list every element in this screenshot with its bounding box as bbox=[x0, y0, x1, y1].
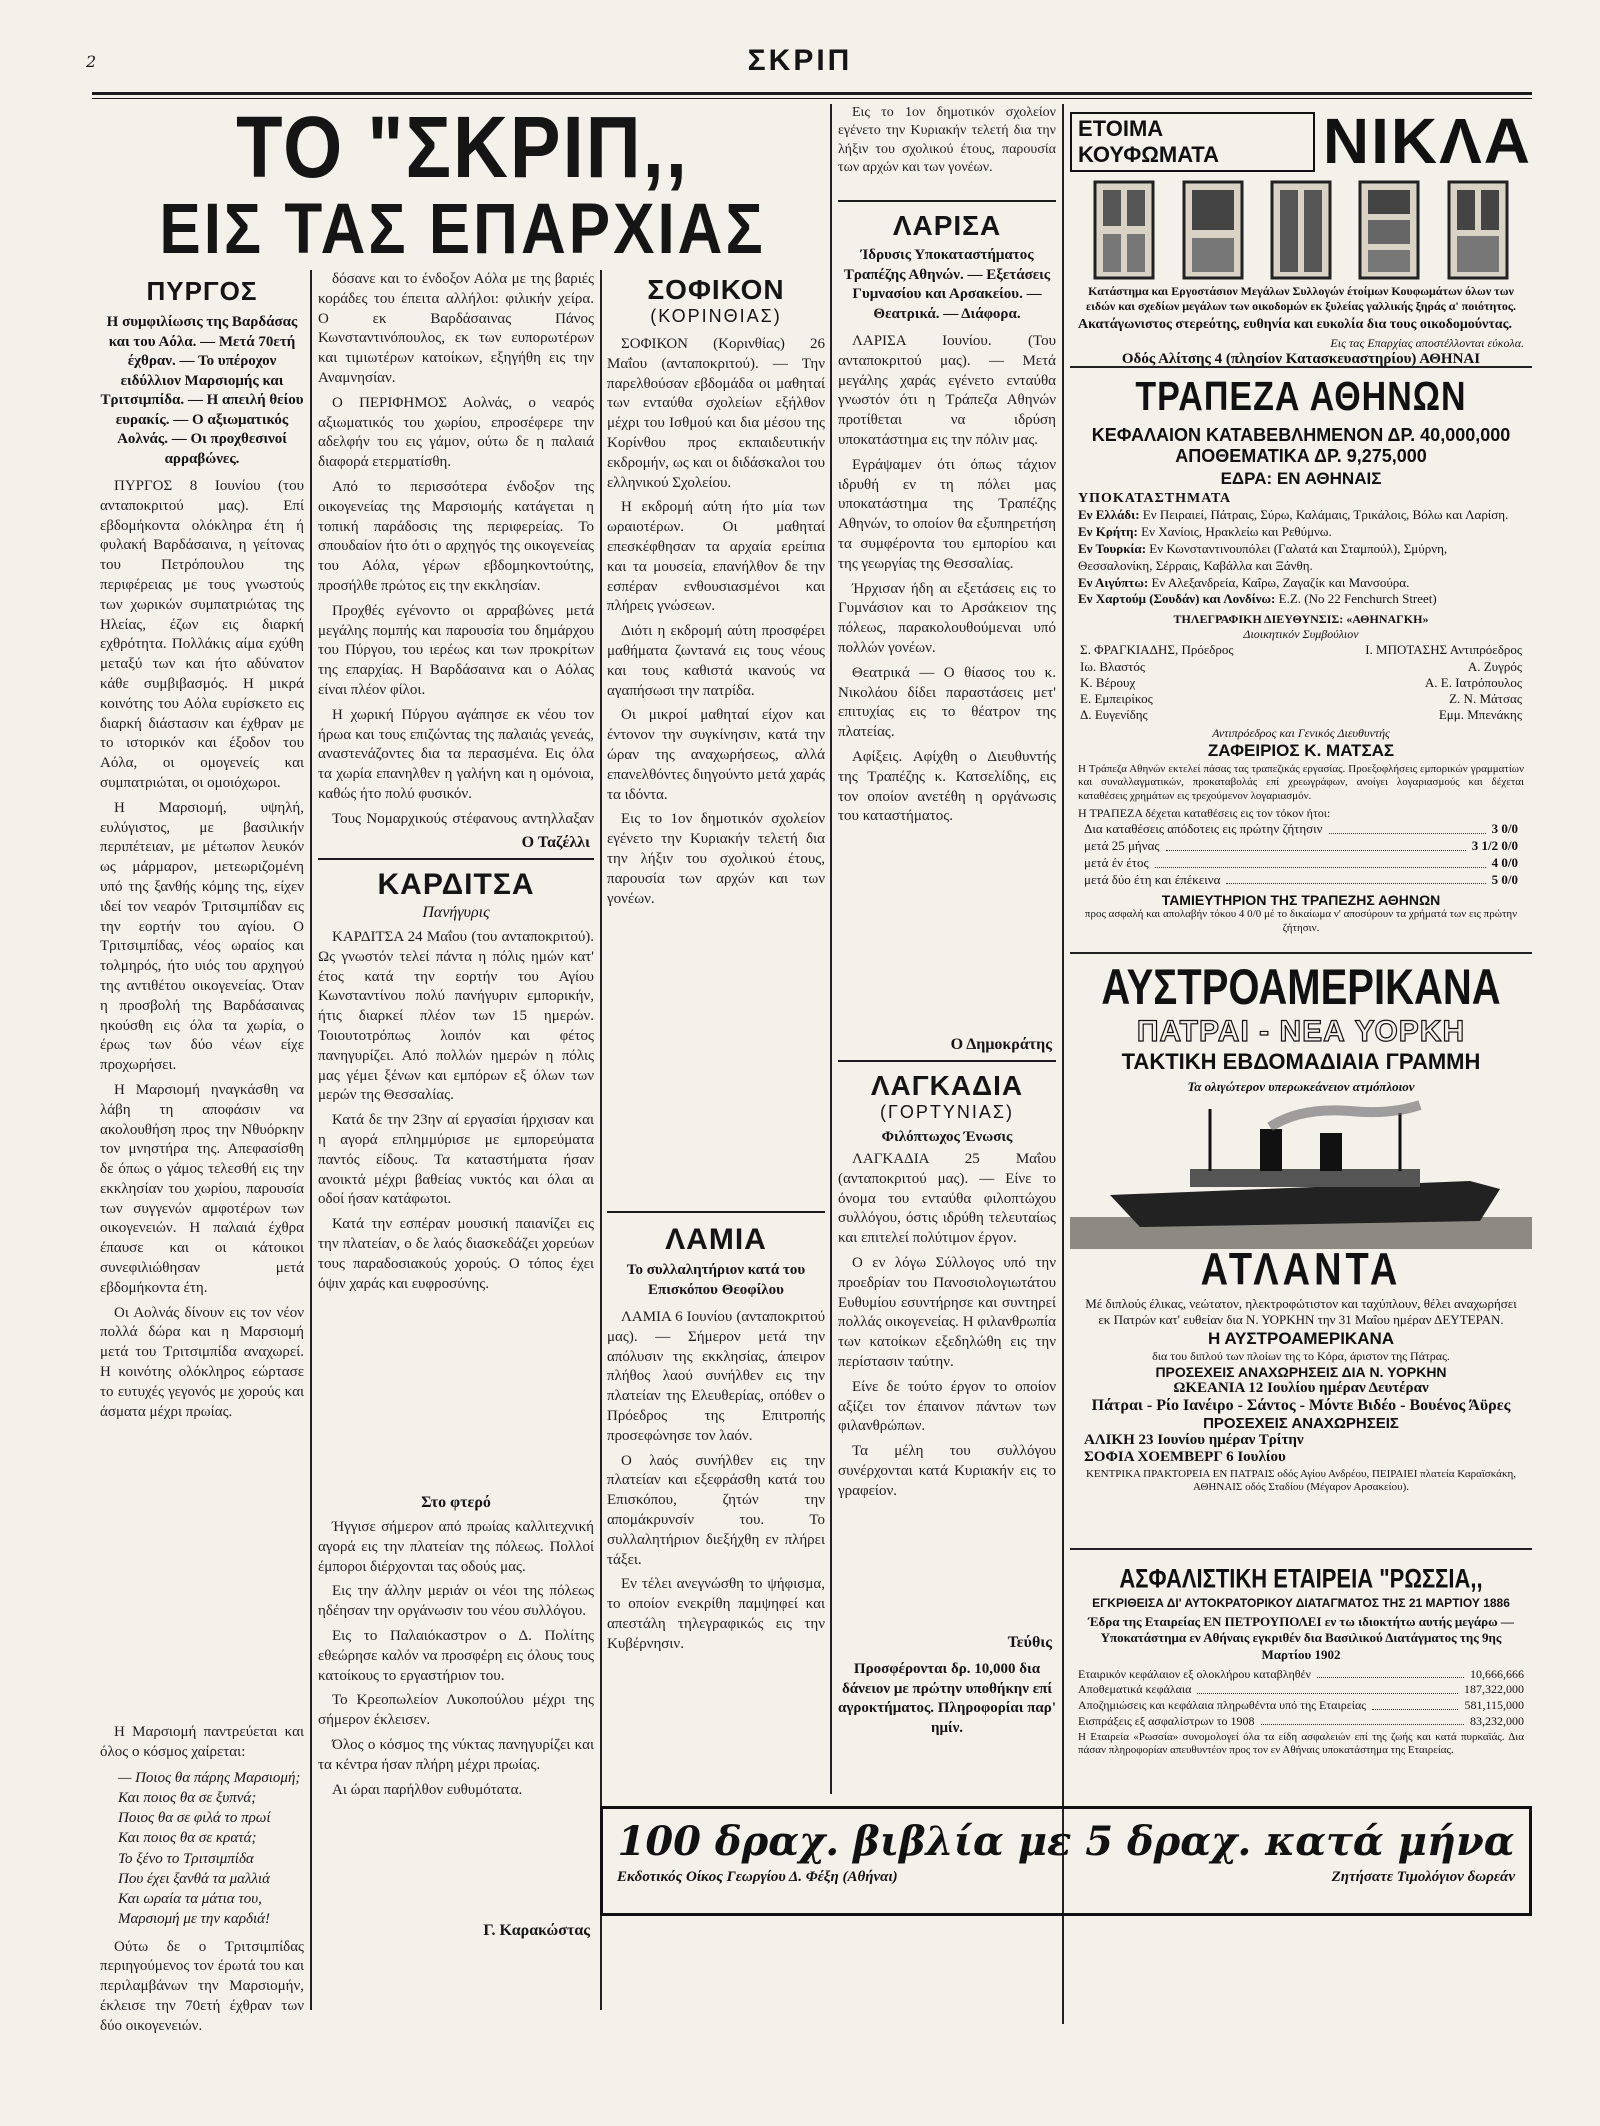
bank-savings-note: προς ασφαλή και απολαβήν τόκου 4 0/0 μέ το δικαίωμα ν' αποσύρουν τα χρήματά των εις πρώτην ζήτησιν. bbox=[1084, 908, 1518, 934]
lagkadia-subhead: Φιλόπτωχος Ένωσις bbox=[881, 1129, 1013, 1145]
lagkadia-body bbox=[838, 1150, 1056, 1630]
karditsa-body bbox=[318, 928, 594, 1488]
austro-ad bbox=[1070, 960, 1532, 1550]
bank-savings: ΤΑΜΙΕΥΤΗΡΙΟΝ ΤΗΣ ΤΡΑΠΕΖΗΣ ΑΘΗΝΩΝ bbox=[1161, 892, 1441, 909]
pyrgos-body bbox=[100, 477, 304, 1717]
section-divider bbox=[838, 200, 1056, 202]
deposit-row: μετά έν έτος 4 0/0 bbox=[1084, 854, 1518, 870]
austro-alice: ΑΛΙΚΗ 23 Ιουνίου ημέραν Τρίτην bbox=[1084, 1431, 1304, 1448]
pyrgos-column bbox=[100, 270, 304, 2034]
paragraph: Όλος ο κόσμος της νύκτας πανηγυρίζει και τα κέντρα ήσαν πλήρη μέχρι πρωίας. bbox=[318, 1736, 594, 1773]
paragraph: Τα μέλη του συλλόγου συνέρχονται κατά Κυριακήν εις το γραφείον. bbox=[838, 1443, 1056, 1499]
paragraph: Αφίξεις. Αφίχθη ο Διευθυντής της Τραπέζης κ. Κατσελίδης, εις τον οποίον ανετέθη η οργάνωσις του καταστήματος. bbox=[838, 748, 1056, 825]
bank-board-title: Διοικητικόν Συμβούλιον bbox=[1243, 627, 1359, 642]
paragraph: Το Κρεοπωλείον Λυκοπούλου μέχρι της σήμερον έκλεισεν. bbox=[318, 1692, 594, 1729]
section-divider bbox=[318, 858, 594, 860]
larisa-lead: Ίδρυσις Υποκαταστήματος Τραπέζης Αθηνών. — Εξετάσεις Γυμνασίου και Αρσακείου. — Θεατρικά. — Διάφορα. bbox=[843, 247, 1051, 322]
paragraph: Ο λαός συνήλθεν εις την πλατείαν και εξεφράσθη κατά του Επισκόπου, ζητών την απομάκρυνσίν του. Το συλλαλητήριον διεξήχθη εν πλήρει τάξει. bbox=[607, 1452, 825, 1568]
paragraph: Εις το 1ον δημοτικόν σχολείον εγένετο την Κυριακήν τελετή δια την λήξιν του σχολικού έτους, παρουσία των αρχών και των γονέων. bbox=[838, 105, 1056, 176]
nikla-prefix: ΕΤΟΙΜΑ ΚΟΥΦΩΜΑΤΑ bbox=[1070, 112, 1315, 172]
austro-title: ΑΥΣΤΡΟΑΜΕΡΙΚΑΝΑ bbox=[1101, 960, 1501, 1016]
paragraph: Θεατρικά — Ο θίασος του κ. Νικολάου δίδει παραστάσεις μετ' επιτυχίας εις το θέατρον της πλατείας. bbox=[838, 664, 1056, 741]
rossia-row: Αποζημιώσεις και κεφάλαια πληρωθέντα υπό της Εταιρείας 581,115,000 bbox=[1078, 1697, 1524, 1712]
paragraph: Η Μαρσιομή, υψηλή, ευλύγιστος, με βασιλικήν περιπέτειαν, με μέτωπον λευκόν ως μάρμαρον, μετεωριζομένη υπό της ξανθής κόμης της, είχεν ιδεί τον νεαρόν Τριτσιμπίδαν εις την εορτήν του αγίου. Ο Τριτσιμπίδας, νέος ωραίος και τολμηρός, ήτο υιός του αρχηγού της αντιθέτου οικογενείας. Όταν η προσβολή της Βαρδάσαινας ηκούσθη εις όλα τα χωρία, ο έρως των δύο νέων είχε προχωρήσει. bbox=[100, 799, 304, 1074]
page-number: 2 bbox=[86, 52, 97, 71]
rossia-row: Αποθεματικά κεφάλαια 187,322,000 bbox=[1078, 1682, 1524, 1697]
branch-row: Εν Χαρτούμ (Σουδάν) και Λονδίνω: Ε.Ζ. (No 22 Fenchurch Street) bbox=[1078, 591, 1437, 607]
poem-line: Και ποιος θα σε ξυπνά; bbox=[118, 1789, 257, 1806]
paragraph: ΛΑΓΚΑΔΙΑ 25 Μαΐου (ανταποκριτού μας). — Είνε το όνομα του ενταύθα φιλοπτώχου συλλόγου, όστις ιδρύθη τελευταίως και επιτελεί πολύτιμον έργον. bbox=[838, 1151, 1056, 1247]
section-divider bbox=[607, 1211, 825, 1213]
paragraph: Ο ΠΕΡΙΦΗΜΟΣ Αολνάς, ο νεαρός αξιωματικός του χωρίου, επροσέφερε την αδελφήν του εις γάμον, ούτω δε η παλαιά διαφορά ετερματίσθη. bbox=[318, 394, 594, 471]
paragraph: ΣΟΦΙΚΟΝ (Κορινθίας) 26 Μαΐου (ανταποκριτού). — Την παρελθούσαν εβδομάδα οι μαθηταί των ενταύθα σχολείων εξήλθον μέχρι του Ισθμού και δια μέσου της Κορίνθου προς εκπαιδευτικήν εκδρομήν, ως και οι διδάσκαλοι του ελληνικού Σχολείου. bbox=[607, 336, 825, 491]
paragraph: ΠΥΡΓΟΣ 8 Ιουνίου (του ανταποκριτού μας). Επί εβδομήκοντα ολόκληρα έτη ή φυλακή Βαρδάσαινα, η γείτονας του Πετρόπουλου της περιφέρειας με τους γνωστούς των χωρικών συμπατριώτας της Ηλείας, έζων εις διαρκή εχθρότητα. Πολλάκις αίμα εχύθη μεταξύ των και ήτο αδύνατον κάθε συμβιβασμός. Η μικρά κοινότης του Αόλα ευρίσκετο εις διαρκή διάστασιν και έχθραν με το ιστορικόν και έξοδον του Αόλα, οι ομογενείς και συμπατριώται, οι ομοιόχωροι. bbox=[100, 478, 304, 791]
austro-route: ΠΑΤΡΑΙ - ΝΕΑ ΥΟΡΚΗ bbox=[1136, 1015, 1466, 1048]
austro-sub: Τα ολιγώτερον υπερωκεάνειον ατμόπλοιον bbox=[1187, 1079, 1415, 1094]
bank-branches bbox=[1070, 507, 1532, 608]
books-catalog: Ζητήσατε Τιμολόγιον δωρεάν bbox=[1331, 1869, 1515, 1885]
karditsa-body-2 bbox=[318, 1518, 594, 1918]
poem-line: Ποιος θα σε φιλά το πρωί bbox=[118, 1810, 271, 1827]
austro-sofia: ΣΟΦΙΑ ΧΟΕΜΒΕΡΓ 6 Ιουλίου bbox=[1084, 1448, 1286, 1465]
nikla-address: Οδός Αλίτσης 4 (πλησίον Κατασκευαστηρίου) ΑΘΗΝΑΙ bbox=[1121, 350, 1481, 367]
loan-notice: Προσφέρονται δρ. 10,000 δια δάνειον με πρώτην υποθήκην επί αγροκτήματος. Πληροφορίαι παρ' ημίν. bbox=[838, 1661, 1056, 1736]
larisa-title: ΛΑΡΙΣΑ bbox=[892, 210, 1002, 241]
rossia-title: ΑΣΦΑΛΙΣΤΙΚΗ ΕΤΑΙΡΕΙΑ "ΡΩΣΣΙΑ,, bbox=[1119, 1563, 1483, 1594]
paragraph: Εις την άλλην μεριάν οι νέοι της πόλεως ηδέησαν την οργάνωσιν του νέου συλλόγου. bbox=[318, 1583, 594, 1620]
nikla-note: Εις τας Επαρχίας αποστέλλονται εύκολα. bbox=[1330, 335, 1524, 350]
paragraph: δόσανε και το ένδοξον Αόλα με της βαριές κοράδες του έπειτα αλλήλοι: φιλικήν χείρα. Ο εκ Βαρδάσαινας Πάνος Κωνσταντινόπουλος, εκ των ευπορωτέρων και τιμιωτέρων κατοίκων, εξηγήθη εις την Αναμνησίαν. bbox=[318, 271, 594, 386]
board-row: Σ. ΦΡΑΓΚΙΑΔΗΣ, Πρόεδρος Ι. ΜΠΟΤΑΣΗΣ Αντιπρόεδρος bbox=[1080, 642, 1522, 658]
austro-line: ΤΑΚΤΙΚΗ ΕΒΔΟΜΑΔΙΑΙΑ ΓΡΑΜΜΗ bbox=[1121, 1049, 1481, 1074]
masthead-rule bbox=[92, 92, 1532, 95]
bank-deposits bbox=[1070, 821, 1532, 889]
headline-line-1: ΤΟ "ΣΚΡΙΠ,, bbox=[236, 98, 689, 197]
karditsa-subtitle: Πανήγυρις bbox=[422, 904, 490, 921]
austro-body: Μέ διπλούς έλικας, νεώτατον, ηλεκτροφώτιστον και ταχύπλουν, θέλει αναχωρήσει εκ Πατρών κατ' ευθείαν δια Ν. ΥΟΡΚΗΝ την 31 Μαΐου ημέραν ΔΕΥΤΕΡΑΝ. bbox=[1085, 1296, 1517, 1328]
bank-director-role: Αντιπρόεδρος και Γενικός Διευθυντής bbox=[1212, 725, 1390, 740]
paragraph: Η χωρική Πύργου αγάπησε εκ νέου τον ήρωα και τους επιζώντας της παλαιάς γενεάς, αναστενάζοντες δια τα περασμένα. Εις όλα τα χωρία επανηλθεν η γαλήνη και η ομόνοια, καθώς ήτο πολύ φυσικόν. bbox=[318, 706, 594, 802]
karditsa-title: ΚΑΡΔΙΤΣΑ bbox=[377, 868, 535, 901]
door-icon bbox=[1182, 180, 1244, 280]
larisa-signature: Ο Δημοκράτης bbox=[950, 1036, 1052, 1053]
poem-line: — Ποιος θα πάρης Μαρσιομή; bbox=[118, 1769, 301, 1786]
board-row: Ε. Εμπειρίκος Ζ. Ν. Μάτσας bbox=[1080, 691, 1522, 707]
pyrgos-closing bbox=[100, 1938, 304, 2042]
deposit-row: μετά 25 μήνας 3 1/2 0/0 bbox=[1084, 837, 1518, 853]
books-main: 100 δραχ. βιβλία με 5 δραχ. κατά μήνα bbox=[617, 1818, 1515, 1865]
bank-branches-title: ΥΠΟΚΑΤΑΣΤΗΜΑΤΑ bbox=[1078, 491, 1232, 506]
austro-prox-2: ΠΡΟΣΕΧΕΙΣ ΑΝΑΧΩΡΗΣΕΙΣ bbox=[1203, 1414, 1399, 1432]
pyrgos-poem-intro bbox=[100, 1723, 304, 1768]
bank-seat: ΕΔΡΑ: ΕΝ ΑΘΗΝΑΙΣ bbox=[1220, 469, 1382, 488]
rossia-tail: Η Εταιρεία «Ρωσσία» συνομολογεί όλα τα είδη ασφαλειών επί της ζωής και κατά πυρκαϊάς. Δια πάσαν πληροφορίαν απευθυντέον προς τον εν Αθήναις υποκατάστημα της Εταιρείας. bbox=[1078, 1731, 1524, 1757]
paragraph: ΚΑΡΔΙΤΣΑ 24 Μαΐου (του ανταποκριτού). Ως γνωστόν τελεί πάντα η πόλις ημών κατ' έτος κατά την εορτήν του Αγίου Κωνσταντίνου πολύ πανήγυριν εμπορικήν, ήτις διαρκεί πλέον των 15 ημερών. Τοιουτοτρόπως λοιπόν και φέτος πανηγυρίζει. Από πολλών ημερών η πόλις μας γέμει ξένων και εμπόρων εξ όλων των μερών της Θεσσαλίας. bbox=[318, 929, 594, 1104]
board-row: Κ. Βέρουχ Α. Ε. Ιατρόπουλος bbox=[1080, 674, 1522, 690]
paragraph: Οι Αολνάς δίνουν εις τον νέον πολλά δώρα και η Μαρσιομή μετά του Τριτσιμπίδα αναχωρεί. Η κοινότης ολόκληρος εώρτασε το ευτυχές γεγονός με χορούς και άσματα μέχρι πρωίας. bbox=[100, 1304, 304, 1420]
column-rule bbox=[600, 270, 602, 2010]
paragraph: Ο εν λόγω Σύλλογος υπό την προεδρίαν του Πανοσιολογιωτάτου Ευθυμίου εσυντήρησε και συντηρεί πολλάς οικογενείας. Η φιλανθρωπία των κατοίκων εξεδηλώθη εις την περίστασιν ταύτην. bbox=[838, 1254, 1056, 1370]
poem-line: Το ξένο το Τριτσιμπίδα bbox=[118, 1850, 254, 1867]
door-illustrations bbox=[1080, 180, 1522, 280]
paragraph: Η Μαρσιομή παντρεύεται και όλος ο κόσμος χαίρεται: bbox=[100, 1724, 304, 1760]
branch-row: Εν Ελλάδι: Εν Πειραιεί, Πάτραις, Σύρω, Καλάμαις, Τρικάλοις, Βόλω και Λαρίση. bbox=[1078, 507, 1509, 522]
deposit-row: μετά δύο έτη και έπέκεινα 5 0/0 bbox=[1084, 871, 1518, 887]
continued-signature: Ο Ταζέλλι bbox=[521, 834, 590, 851]
nikla-ad bbox=[1070, 105, 1532, 368]
rossia-row: Εισπράξεις εξ ασφαλίστρων το 1908 83,232,000 bbox=[1078, 1713, 1524, 1728]
bank-capital: ΚΕΦΑΛΑΙΟΝ ΚΑΤΑΒΕΒΛΗΜΕΝΟΝ ΔΡ. 40,000,000 bbox=[1091, 425, 1511, 445]
nikla-tagline: Ακατάγωνιστος στερεότης, ευθηνία και ευκολία δια τους οικοδομούντας. bbox=[1078, 317, 1512, 332]
paragraph: Τους Νομαρχικούς στέφανους αντηλλαξαν bbox=[332, 810, 594, 827]
section-divider bbox=[838, 1060, 1056, 1062]
paragraph: Κατά δε την 23ην αί εργασίαι ήρχισαν και η αγορά επλημμύρισε με εμπορεύματα παντός είδους. Τα καταστήματα ήσαν ανοικτά μέχρι βαθείας νυκτός και όλαι αι οδοί ήσαν κατάφωτοι. bbox=[318, 1112, 594, 1208]
rossia-sub: ΕΓΚΡΙΘΕΙΣΑ ΔΙ' ΑΥΤΟΚΡΑΤΟΡΙΚΟΥ ΔΙΑΤΑΓΜΑΤΟΣ ΤΗΣ 21 ΜΑΡΤΙΟΥ 1886 bbox=[1092, 1596, 1510, 1610]
rossia-seat: Έδρα της Εταιρείας ΕΝ ΠΕΤΡΟΥΠΟΛΕΙ εν τω ιδιοκτήτω αυτής μεγάρω — Υποκατάστημα εν Αθήναις εγκριθέν δια Βασιλικού Διατάγματος της 9ης Μαρτίου 1902 bbox=[1088, 1614, 1514, 1662]
continued-body bbox=[318, 270, 594, 830]
ship-hull bbox=[1110, 1181, 1500, 1227]
column-4 bbox=[838, 104, 1056, 1794]
bank-director: ΖΑΦΕΙΡΙΟΣ Κ. ΜΑΤΣΑΣ bbox=[1207, 740, 1395, 760]
rossia-row: Εταιρικόν κεφάλαιον εξ ολοκλήρου καταβληθέν 10,666,666 bbox=[1078, 1666, 1524, 1681]
paragraph: Η Μαρσιομή ηναγκάσθη να λάβη τη αποφάσιν να ακολουθήση προς την Νθυόρκην τον μνηστήρα της. Απεφασίσθη δε όπως ο γάμος τελεσθή εις την εκκλησίαν του χωρίου, παρουσία των συγγενών αμφοτέρων των οικογενειών. Η παλαιά έχθρα έπαυσε και οι κάτοικοι συνεφιλιώθησαν μετά εβδομήκοντα έτη. bbox=[100, 1081, 304, 1296]
paragraph: Προχθές εγένοντο οι αρραβώνες μετά μεγάλης πομπής και παρουσία του δημάρχου του Πύργου, του ιερέως και των προκρίτων της επαρχίας. Η Βαρδάσαινα και ο Αόλας είναι πλέον φίλοι. bbox=[318, 602, 594, 698]
column-2 bbox=[318, 270, 594, 2010]
door-icon bbox=[1270, 180, 1332, 280]
bank-reserve: ΑΠΟΘΕΜΑΤΙΚΑ ΔΡ. 9,275,000 bbox=[1175, 446, 1427, 466]
column-rule bbox=[310, 270, 312, 2010]
bank-title: ΤΡΑΠΕΖΑ ΑΘΗΝΩΝ bbox=[1135, 374, 1467, 420]
paragraph: Από το περισσότερα ένδοξον της οικογενείας της Μαρσιομής κατάγεται η τοπική παράδοσις της περιφερείας. Το σπουδαίον ήτο ότι ο αρχηγός της οικογενείας του Αόλα, γέρων εβδομηκοντούτης, προσήλθε πρώτος εις την εκκλησίαν. bbox=[318, 478, 594, 594]
bank-deposits-intro: Η ΤΡΑΠΕΖΑ δέχεται καταθέσεις εις τον τόκον ήτοι: bbox=[1078, 805, 1331, 820]
paragraph: Οι μικροί μαθηταί είχον και έντονον την συγκίνησιν, κατά την ώραν της αναχωρήσεως, αλλά επανελθόντες διηγούντο μετά χαράς τα ιδόντα. bbox=[607, 707, 825, 803]
ship-funnel bbox=[1320, 1133, 1342, 1171]
bank-telegraphic: ΤΗΛΕΓΡΑΦΙΚΗ ΔΙΕΥΘΥΝΣΙΣ: «ΑΘΗΝΑΓΚΗ» bbox=[1173, 612, 1429, 627]
poem-line: Και ωραία τα μάτια του, bbox=[118, 1891, 262, 1908]
column-rule bbox=[1062, 104, 1064, 2024]
pyrgos-title: ΠΥΡΓΟΣ bbox=[146, 276, 258, 306]
karditsa-subhead: Στο φτερό bbox=[421, 1494, 491, 1511]
paragraph: Κατά την εσπέραν μουσική παιανίζει εις την πλατείαν, ο δε λαός διασκεδάζει χορεύων τους παραδοσιακούς χορούς. Ο τόπος έχει όψιν χαράς και ευφροσύνης. bbox=[318, 1216, 594, 1292]
nikla-name: ΝΙΚΛΑ bbox=[1322, 105, 1532, 177]
pyrgos-poem bbox=[100, 1768, 304, 1930]
lagkadia-subtitle: (ΓΟΡΤΥΝΙΑΣ) bbox=[879, 1102, 1015, 1122]
paragraph: Διότι η εκδρομή αύτη προσφέρει μαθήματα ζωντανά εις τους νέους και τους καθιστά ικανούς να αγαπήσωσι την πατρίδα. bbox=[607, 623, 825, 699]
paragraph: Αι ώραι παρήλθον ευθυμότατα. bbox=[332, 1781, 523, 1798]
austro-oceania: ΩΚΕΑΝΙΑ 12 Ιουλίου ημέραν Δευτέραν bbox=[1173, 1379, 1429, 1396]
books-banner bbox=[600, 1806, 1532, 1916]
paragraph: Εις το Παλαιόκαστρον ο Δ. Πολίτης εθεώρησε καλόν να προσφέρη εις όλους τους κατοίκους το εργαστήριον του. bbox=[318, 1627, 594, 1684]
paragraph: Ήγγισε σήμερον από πρωίας καλλιτεχνική αγορά εις την πλατείαν της πόλεως. Πολλοί έμποροι διέρχονται τας οδούς μας. bbox=[318, 1519, 594, 1575]
paragraph: ΛΑΡΙΣΑ Ιουνίου. (Του ανταποκριτού μας). — Μετά μεγάλης χαράς εγένετο ενταύθα γνωστόν ότι η Τράπεζα Αθηνών προτίθεται να ιδρύση υποκατάστημα εις την πόλιν μας. bbox=[838, 333, 1056, 448]
door-icon bbox=[1447, 180, 1509, 280]
paragraph: Εγράψαμεν ότι όπως τάχιον ιδρυθή εν τη πόλει μας υποκατάστημα της Τραπέζης Αθηνών, το οποίον θα εξυπηρετήση τα συμφέροντα του εμπορίου και της γεωργίας της Θεσσαλίας. bbox=[838, 456, 1056, 572]
bank-board bbox=[1070, 642, 1532, 723]
lamia-title: ΛΑΜΙΑ bbox=[665, 1223, 767, 1256]
poem-line: Που έχει ξανθά τα μαλλιά bbox=[118, 1870, 271, 1887]
austro-next-body: δια του διπλού των πλοίων της το Κόρα, άριστον της Πάτρας. bbox=[1152, 1348, 1450, 1363]
rossia-ad bbox=[1070, 1558, 1532, 1798]
paragraph: Εις το 1ον δημοτικόν σχολείον εγένετο την Κυριακήν τελετή δια την λήξιν του σχολικού έτους, παρουσία των αρχών και των γονέων. bbox=[607, 811, 825, 907]
paragraph: Ήρχισαν ήδη αι εξετάσεις εις το Γυμνάσιον και το Αρσάκειον της πόλεως, παρακολουθούμεναι υπό πολλών γονέων. bbox=[838, 580, 1056, 656]
books-publisher: Εκδοτικός Οίκος Γεωργίου Δ. Φέξη (Αθήναι) bbox=[617, 1869, 898, 1885]
column-rule bbox=[830, 104, 832, 1794]
poem-line: Μαρσιομή με την καρδιά! bbox=[118, 1911, 271, 1928]
austro-next: Η ΑΥΣΤΡΟΑΜΕΡΙΚΑΝΑ bbox=[1207, 1328, 1395, 1348]
headline-line-2: ΕΙΣ ΤΑΣ ΕΠΑΡΧΙΑΣ bbox=[159, 189, 766, 270]
karditsa-signature: Γ. Καρακώστας bbox=[483, 1922, 590, 1939]
door-icon bbox=[1093, 180, 1155, 280]
masthead-title: ΣΚΡΙΠ bbox=[747, 44, 853, 77]
branch-row: Εν Κρήτη: Εν Χανίοις, Ηρακλείω και Ρεθύμνω. bbox=[1078, 523, 1332, 539]
column-3 bbox=[607, 270, 825, 1800]
paragraph: Εν τέλει ανεγνώσθη το ψήφισμα, το οποίον ενεκρίθη παμψηφεί και απεστάλη τηλεγραφικώς εις την Κυβέρνησιν. bbox=[607, 1576, 825, 1652]
paragraph: Είνε δε τούτο έργον το οποίον αξίζει τον έπαινον πάντων των φιλανθρώπων. bbox=[838, 1378, 1056, 1435]
nikla-caption: Κατάστημα και Εργοστάσιον Μεγάλων Συλλογών έτοίμων Κουφωμάτων όλων των ειδών και σχεδίων μεγάλων των οικοδομών εκ ξυλείας γαλλικής ξηράς α' ποιότητος. bbox=[1086, 284, 1516, 313]
lamia-body bbox=[607, 1308, 825, 1778]
deposit-row: Δια καταθέσεις απόδοτεις εις πρώτην ζήτησιν 3 0/0 bbox=[1084, 820, 1518, 836]
board-row: Δ. Ευγενίδης Εμμ. Μπενάκης bbox=[1080, 707, 1522, 723]
door-icon bbox=[1358, 180, 1420, 280]
ship-funnel bbox=[1260, 1129, 1282, 1171]
ship-deck bbox=[1190, 1169, 1420, 1187]
smoke bbox=[1270, 1105, 1420, 1127]
austro-agency: ΚΕΝΤΡΙΚΑ ΠΡΑΚΤΟΡΕΙΑ ΕΝ ΠΑΤΡΑΙΣ οδός Αγίου Ανδρέου, ΠΕΙΡΑΙΕΙ πλατεία Καραϊσκάκη, ΑΘΗΝΑΙΣ οδός Σταδίου (Μέγαρον Αρσακείου). bbox=[1085, 1467, 1516, 1493]
poem-line: Και ποιος θα σε κρατά; bbox=[118, 1830, 257, 1847]
lamia-lead: Το συλλαλητήριον κατά του Επισκόπου Θεοφίλου bbox=[626, 1262, 806, 1298]
larisa-body bbox=[838, 332, 1056, 1032]
rossia-rows bbox=[1070, 1667, 1532, 1729]
pyrgos-lead: Η συμφιλίωσις της Βαρδάσας και του Αόλα. — Μετά 70ετή έχθραν. — Το υπέροχον ειδύλλιον Μαρσιομής και Τριτσιμπίδα. — Η απειλή θείου ευρακίς. — Ο αξιωματικός Αολνάς. — Οι προχθεσινοί αρραβώνες. bbox=[100, 314, 304, 467]
branch-row: Εν Τουρκία: Εν Κωνσταντινουπόλει (Γαλατά και Σταμπούλ), Σμύρνη, Θεσσαλονίκη, Σέρραις, Καβάλλα και Ξάνθη. bbox=[1078, 540, 1448, 573]
lagkadia-title: ΛΑΓΚΑΔΙΑ bbox=[870, 1070, 1024, 1101]
board-row: Ιω. Βλαστός Α. Ζυγρός bbox=[1080, 658, 1522, 674]
branch-row: Εν Αιγύπτω: Εν Αλεξανδρεία, Καΐρω, Ζαγαζίκ και Μανσούρα. bbox=[1078, 574, 1410, 590]
bank-body: Η Τράπεζα Αθηνών εκτελεί πάσας τας τραπεζικάς εργασίας. Προεξοφλήσεις εμπορικών γραμματίων και συναλλαγματικών, προκαταβολάς επί χρεωγράφων, ανοίγει λογαριασμούς και δέχεται καταθέσεις χρημάτων εις τρεχούμενον λογαριασμόν. bbox=[1078, 762, 1524, 803]
column-4-top-text bbox=[838, 104, 1056, 194]
bank-ad bbox=[1070, 374, 1532, 954]
paragraph: Ούτω δε ο Τριτσιμπίδας περιηγούμενος τον έρωτά του και περιλαμβάνων την Μαρσιομήν, έκλεισε την 70ετή έχθραν των δύο οικογενειών. bbox=[100, 1938, 304, 2034]
lagkadia-signature: Τεύθις bbox=[1007, 1634, 1052, 1651]
austro-ship: ΑΤΛΑΝΤΑ bbox=[1200, 1244, 1402, 1296]
sofikon-body bbox=[607, 335, 825, 1205]
sofikon-title: ΣΟΦΙΚΟΝ bbox=[647, 274, 785, 305]
sofikon-subtitle: (ΚΟΡΙΝΘΙΑΣ) bbox=[650, 306, 782, 326]
paragraph: Η εκδρομή αύτη ήτο μία των ωραιοτέρων. Οι μαθηταί επεσκέφθησαν τα αρχαία ερείπια και τα μουσεία, επανήλθον δε την εσπέραν ενθουσιασμένοι και πλήρεις γνώσεων. bbox=[607, 499, 825, 615]
paragraph: ΛΑΜΙΑ 6 Ιουνίου (ανταποκριτού μας). — Σήμερον μετά την απόλυσιν της εκκλησίας, άπειρον πλήθος λαού συνήλθεν εις την πλατείαν της Ελευθερίας, οπόθεν ο Πρόεδρος της Επιτροπής προσεφώνησε τον λαόν. bbox=[607, 1309, 825, 1444]
steamship-illustration bbox=[1070, 1099, 1532, 1249]
austro-prox: ΠΡΟΣΕΧΕΙΣ ΑΝΑΧΩΡΗΣΕΙΣ ΔΙΑ Ν. ΥΟΡΚΗΝ bbox=[1155, 1363, 1447, 1380]
austro-route-2: Πάτραι - Ρίο Ιανέιρο - Σάντος - Μόντε Βιδέο - Βουένος Άϋρες bbox=[1091, 1396, 1511, 1414]
